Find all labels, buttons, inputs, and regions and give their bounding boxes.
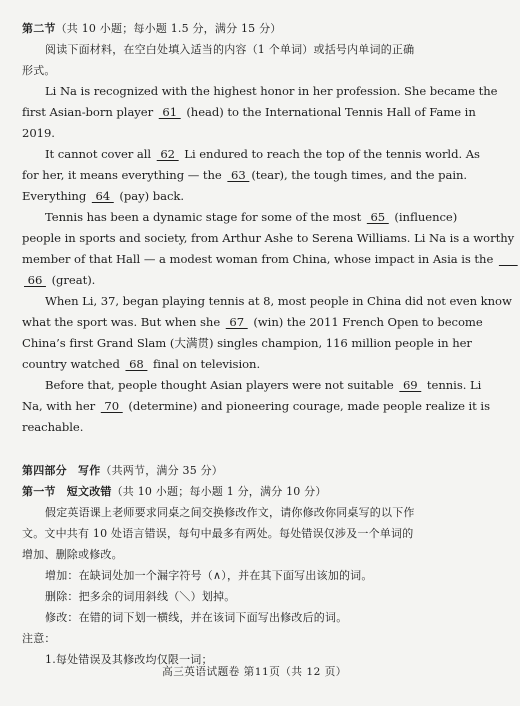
answer-blank: 70 [100,399,123,413]
passage-line [22,207,489,228]
passage-text: member of that Hall — a modest woman from China, whose impact in Asia is the [22,252,497,266]
note-item-1: 1.每处错误及其修改均仅限一词； [45,653,213,666]
passage-line [22,102,489,123]
instruction-line-2: 形式。 [22,64,56,77]
passage-line [22,375,489,396]
passage-text: (influence) [390,210,458,224]
passage-text: Tennis has been a dynamic stage for some of the most [45,210,365,224]
section-heading [22,18,489,39]
part-title: 第四部分 写作 [22,464,101,477]
passage-text: first Asian-born player [22,105,157,119]
passage-text: for her, it means everything — the [22,168,226,182]
answer-blank: 61 [158,105,181,119]
answer-blank: 62 [156,147,179,161]
rule-modify: 修改：在错的词下划一横线，并在该词下面写出修改后的词。 [45,611,348,624]
answer-blank: 66 [24,273,46,287]
passage-text: (pay) back. [115,189,185,203]
passage-text: Everything [22,189,90,203]
passage-text: country watched [22,357,124,371]
passage-text: Li endured to reach the top of the tennis world. As [180,147,480,161]
passage-text: China’s first Grand Slam (大满贯) singles champion, 116 million people in her [22,336,472,350]
passage-line [22,81,498,102]
passage-line [22,417,489,438]
answer-blank: 69 [399,378,422,392]
passage-text: (tear), the tough times, and the pain. [251,168,468,182]
correction-instr-1: 假定英语课上老师要求同桌之间交换修改作文，请你修改你同桌写的以下作 [45,506,415,519]
passage-line [22,228,515,249]
passage-text: Na, with her [22,399,99,413]
answer-blank: 64 [91,189,114,203]
section-title: 第二节 [22,22,56,35]
answer-blank: 67 [225,315,248,329]
part-heading [22,460,489,481]
subsection-title-note: （共 10 小题；每小题 1 分，满分 10 分） [111,485,327,498]
passage-line [22,186,489,207]
passage-line [22,165,489,186]
passage-line [22,396,489,417]
passage-text: (win) the 2011 French Open to become [249,315,483,329]
part-title-note: （共两节，满分 35 分） [100,464,223,477]
answer-blank: 63 [227,168,250,182]
answer-blank: 68 [125,357,148,371]
correction-instr-2: 文。文中共有 10 处语言错误，每句中最多有两处。每处错误仅涉及一个单词的 [22,527,414,540]
passage-line [22,333,489,354]
passage-text: 2019. [22,126,55,140]
passage-line [22,249,518,270]
passage-line [22,144,489,165]
passage-line [22,123,489,144]
passage-text: (head) to the International Tennis Hall of Fame in [182,105,476,119]
passage-text: Li Na is recognized with the highest honor in her profession. She became the [45,84,498,98]
passage-text: people in sports and society, from Arthur Ashe to Serena Williams. Li Na is a worthy [22,231,515,245]
passage-text: reachable. [22,420,84,434]
section-title-note: （共 10 小题；每小题 1.5 分，满分 15 分） [55,22,282,35]
passage-line [22,354,489,375]
passage-text: (determine) and pioneering courage, made people realize it is [124,399,490,413]
correction-instr-3: 增加、删除或修改。 [22,548,123,561]
passage-line [22,270,489,291]
subsection-title: 第一节 短文改错 [22,485,112,498]
rule-add: 增加：在缺词处加一个漏字符号（∧），并在其下面写出该加的词。 [45,569,373,582]
answer-blank: 65 [366,210,389,224]
instruction-line-1: 阅读下面材料，在空白处填入适当的内容（1 个单词）或括号内单词的正确 [45,43,415,56]
note-label: 注意： [22,632,56,645]
passage-line [22,312,489,333]
page-footer: 高三英语试题卷 第11页（共 12 页） [162,666,347,678]
passage-text: final on television. [149,357,261,371]
passage-text: It cannot cover all [45,147,155,161]
passage-text: tennis. Li [423,378,482,392]
passage-line [22,291,512,312]
passage-text: (great). [47,273,96,287]
passage-text: Before that, people thought Asian players were not suitable [45,378,398,392]
answer-blank: __ [498,252,518,266]
reading-passage [22,81,518,438]
subsection-heading [22,481,489,502]
passage-text: When Li, 37, began playing tennis at 8, most people in China did not even know [45,294,512,308]
passage-text: what the sport was. But when she [22,315,224,329]
rule-delete: 删除：把多余的词用斜线（＼）划掉。 [45,590,236,603]
